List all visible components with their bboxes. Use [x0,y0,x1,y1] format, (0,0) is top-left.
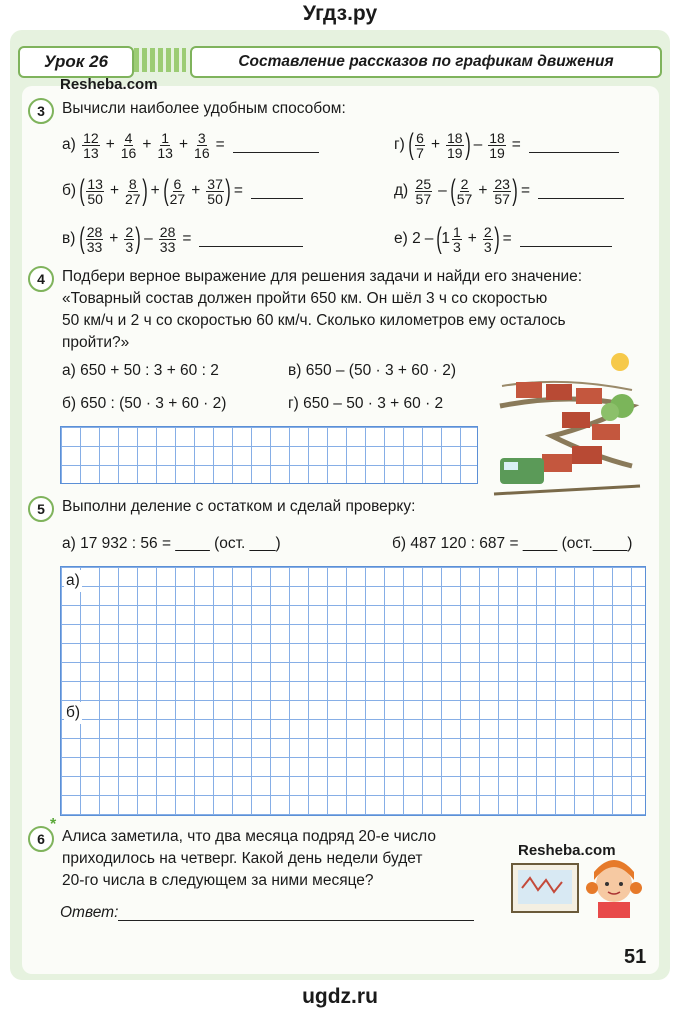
fraction: 6 7 [416,129,424,161]
label-b: б) [62,182,77,199]
fraction: $\frac{8}{27}$ [125,175,141,207]
answer-line[interactable] [199,232,303,247]
wagon-icon [562,412,590,428]
site-footer-watermark: ugdz.ru [302,985,378,1008]
fraction: $\frac{37}{50}$ [207,175,223,207]
fraction: $\frac{1}{13}$ [157,129,173,161]
fraction: $\frac{18}{19}$ [447,129,463,161]
sun-icon [611,353,629,371]
fraction: 13 50 [87,175,103,207]
task-3a-expression: а) 12 13 + $\frac{4}{16}$ + $\frac{1}{13}$ + $\frac{3}{16}$ = [62,128,319,162]
fraction: 12 13 [83,129,99,161]
grid-label-b: б) [64,702,82,724]
task-4-number: 4 [28,266,54,292]
task-5-answer-grid[interactable] [60,566,646,816]
task-5-number: 5 [28,496,54,522]
answer-line[interactable] [251,184,303,199]
task-4-text: Подбери верное выражение для решения задачи и найди его значение: «Товарный состав должен пройти 650 км. Он шёл 3 ч со скоростью 50 км/ч и 2 ч со скоростью 60 км/ч. Сколько километров ему осталось пройти?» [62,268,583,351]
option-b[interactable]: б) 650 : (50 · 3 + 60 · 2) [62,395,227,412]
fraction: $\frac{18}{19}$ [489,129,505,161]
option-v[interactable]: в) 650 – (50 · 3 + 60 · 2) [288,362,457,379]
task-4-answer-grid[interactable] [60,426,478,484]
answer-line[interactable] [520,232,612,247]
grid-label-a: а) [64,570,82,592]
resheba-watermark: Resheba.com [60,76,158,93]
label-a: а) [62,136,76,153]
girl-calendar-illustration [510,858,650,918]
label-v: в) [62,230,76,247]
header-stripes [134,48,186,72]
answer-label: Ответ: [60,904,119,921]
site-header-watermark: Угдз.ру [302,2,378,25]
wagon-icon [572,446,602,464]
task-3v-expression: в) ( 28 33 + $\frac{2}{3}$ ) – $\frac{28}{33}$ = [62,222,303,256]
task-3g-expression: г) ( 6 7 + $\frac{18}{19}$ ) – $\frac{18}{19}$ = [394,128,619,162]
resheba-watermark: Resheba.com [518,842,616,859]
task-3-instruction: Вычисли наиболее удобным способом: [62,100,346,117]
task-3e-expression: е) 2 – ( 1 1 3 + $\frac{2}{3}$ ) = [394,222,612,256]
answer-line[interactable] [538,184,624,199]
label-d: д) [394,182,409,199]
wagon-icon [546,384,572,400]
lesson-title: Составление рассказов по графикам движения [190,46,662,78]
fraction: 25 57 [415,175,432,207]
answer-line[interactable] [529,138,619,153]
task-6-number: 6 [28,826,54,852]
fraction: $\frac{2}{3}$ [125,223,134,255]
task-5a-expression: а) 17 932 : 56 = ____ (ост. ___) [62,535,281,552]
wagon-icon [542,454,572,472]
difficulty-star: * [50,816,57,833]
fraction: $\frac{4}{16}$ [120,129,137,161]
label-g: г) [394,136,405,153]
fraction: $\frac{23}{57}$ [494,175,510,207]
wagon-icon [576,388,602,404]
label-e: е) [394,230,408,247]
fraction: $\frac{2}{3}$ [483,223,492,255]
answer-line[interactable] [233,138,319,153]
lesson-label: Урок 26 [18,46,134,78]
locomotive-icon [500,458,544,484]
fraction: 28 33 [86,223,103,255]
train-illustration [492,346,642,504]
task-5-instruction: Выполни деление с остатком и сделай проверку: [62,498,416,515]
wagon-icon [516,382,542,398]
page-number: 51 [624,946,647,968]
task-3d-expression: д) 25 57 – ( 2 57 + $\frac{23}{57}$ ) = [394,174,624,208]
fraction: 1 3 [452,223,461,255]
option-g[interactable]: г) 650 – 50 · 3 + 60 · 2 [288,395,444,412]
fraction: 2 57 [456,175,473,207]
answer-line[interactable] [118,920,474,921]
task-3-number: 3 [28,98,54,124]
option-a[interactable]: а) 650 + 50 : 3 + 60 : 2 [62,362,219,379]
task-5b-expression: б) 487 120 : 687 = ____ (ост.____) [392,535,633,552]
fraction: $\frac{3}{16}$ [194,129,210,161]
fraction: 6 27 [169,175,186,207]
task-3b-expression: б) ( 13 50 + $\frac{8}{27}$ ) + ( 6 27 + $\frac{37}{50}$ ) = [62,174,303,208]
task-6-text: Алиса заметила, что два месяца подряд 20-е число приходилось на четверг. Какой день недели будет 20-го числа в следующем за ними месяце? [62,828,436,889]
wagon-icon [592,424,620,440]
fraction: $\frac{28}{33}$ [159,223,176,255]
